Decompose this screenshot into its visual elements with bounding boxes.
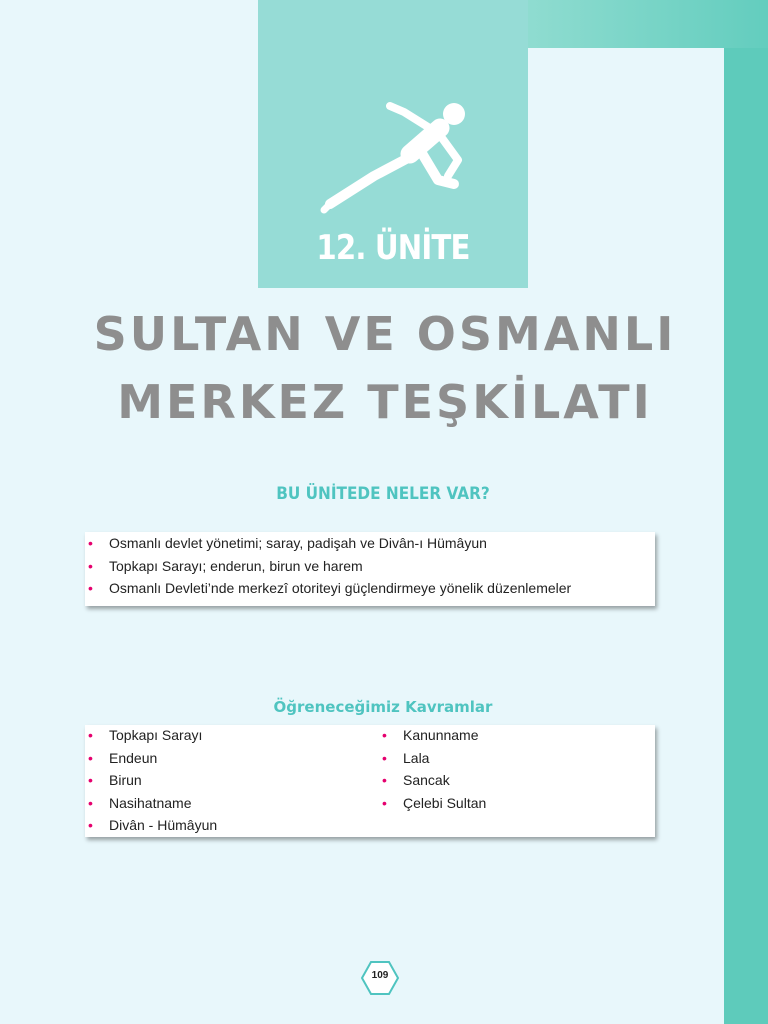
concepts-box [85, 725, 655, 837]
topics-heading: BU ÜNİTEDE NELER VAR? [276, 484, 490, 504]
bullet-icon: • [88, 557, 93, 574]
list-item: • Endeun [85, 747, 217, 770]
list-item: • Osmanlı devlet yönetimi; saray, padişah ve Divân-ı Hümâyun [85, 532, 571, 555]
topics-list [85, 532, 571, 600]
list-item: • Osmanlı Devleti’nde merkezî otoriteyi güçlendirmeye yönelik düzenlemeler [85, 577, 571, 600]
bullet-icon: • [88, 535, 93, 551]
bullet-icon: • [88, 749, 93, 766]
topics-box [85, 532, 655, 606]
right-accent-band [724, 0, 768, 1024]
page-title-line-1: SULTAN VE OSMANLI [93, 307, 677, 361]
list-item: • Nasihatname [85, 792, 217, 815]
bullet-icon: • [88, 580, 93, 596]
list-item: • Lala [379, 747, 486, 770]
unit-label: 12. ÜNİTE [316, 228, 470, 268]
bullet-icon: • [382, 794, 387, 811]
list-item: • Birun [85, 769, 217, 792]
bullet-icon: • [88, 727, 93, 743]
page-title [40, 300, 730, 436]
bullet-icon: • [382, 749, 387, 766]
bullet-icon: • [382, 772, 387, 788]
page-title-line-2: MERKEZ TEŞKİLATI [117, 375, 653, 429]
list-item: • Kanunname [379, 724, 486, 747]
bullet-icon: • [382, 727, 387, 743]
concepts-heading: Öğreneceğimiz Kavramlar [273, 698, 493, 716]
list-item: • Divân - Hümâyun [85, 814, 217, 837]
list-item: • Topkapı Sarayı [85, 724, 217, 747]
running-athlete-icon [318, 92, 478, 220]
list-item: • Sancak [379, 769, 486, 792]
concepts-list-right [379, 724, 486, 814]
list-item: • Çelebi Sultan [379, 792, 486, 815]
list-item: • Topkapı Sarayı; enderun, birun ve harem [85, 555, 571, 578]
bullet-icon: • [88, 817, 93, 833]
concepts-list-left [85, 724, 217, 837]
bullet-icon: • [88, 794, 93, 811]
page-number: 109 [371, 970, 389, 981]
bullet-icon: • [88, 772, 93, 788]
top-accent-band [528, 0, 768, 48]
